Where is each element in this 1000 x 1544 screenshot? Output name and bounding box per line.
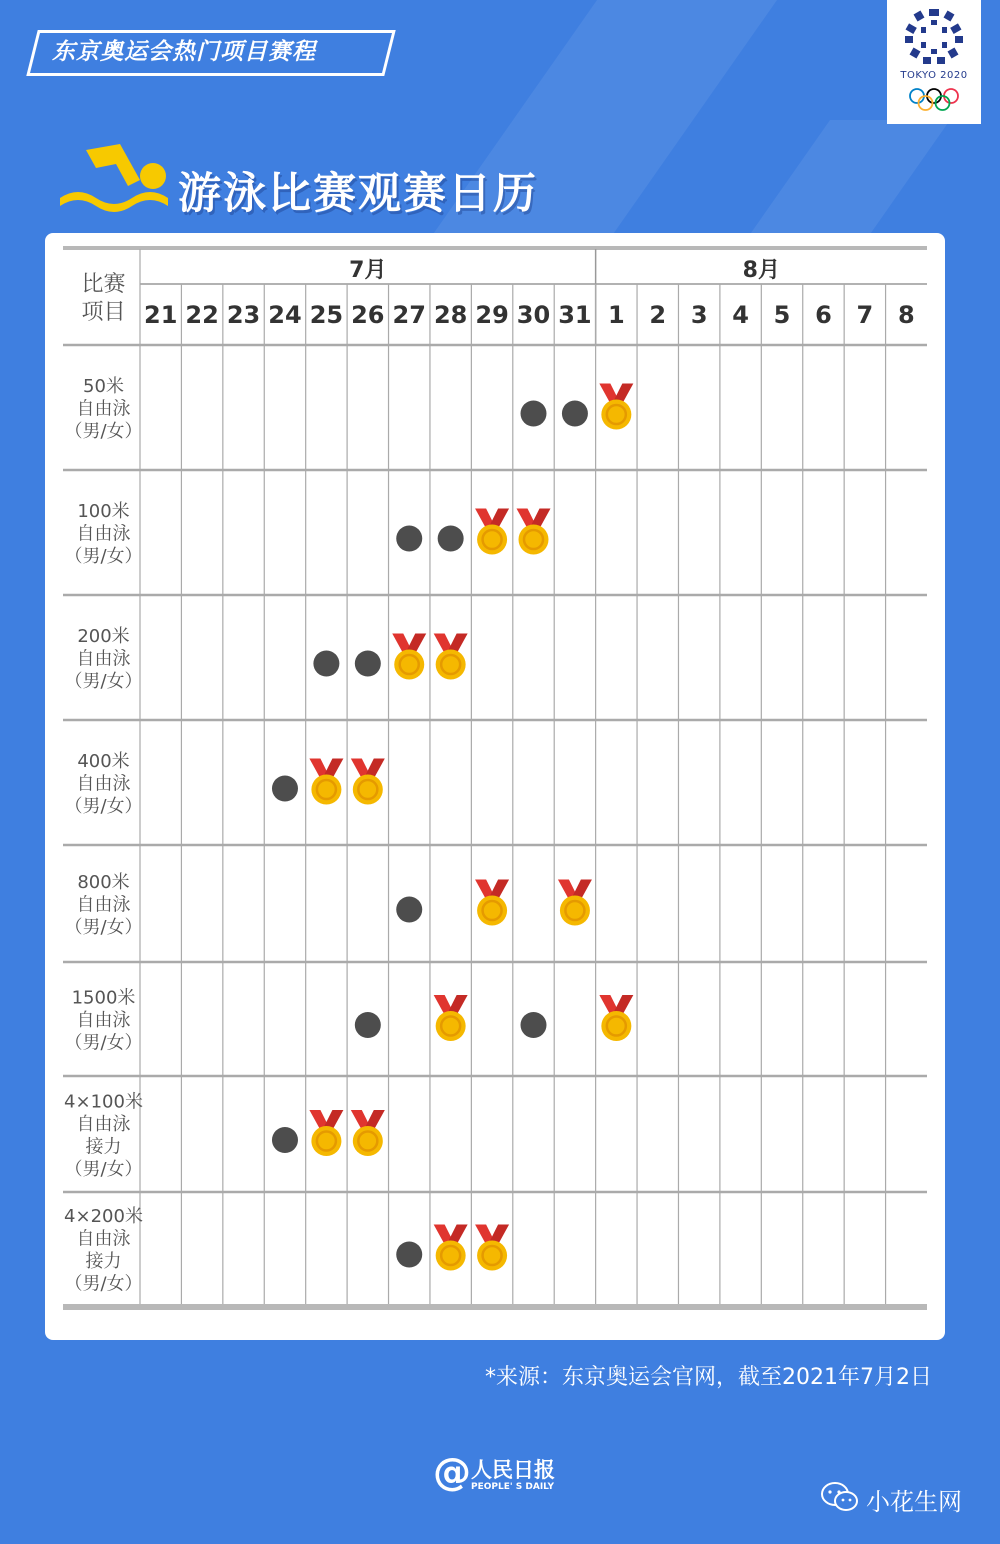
day-label: 6	[815, 301, 832, 329]
day-label: 4	[732, 301, 749, 329]
day-label: 24	[268, 301, 302, 329]
medal-icon	[309, 759, 343, 805]
logo-caption: TOKYO 2020	[900, 70, 968, 81]
heat-dot-icon	[355, 651, 381, 677]
schedule-card	[45, 233, 945, 1340]
medal-icon	[517, 509, 551, 555]
event-label: （男/女）	[64, 671, 143, 692]
event-label: 100米	[77, 501, 130, 522]
event-label: 自由泳	[76, 773, 131, 795]
event-label: （男/女）	[64, 1158, 143, 1180]
tokyo-2020-logo	[887, 0, 981, 124]
medal-icon	[434, 995, 468, 1041]
heat-dot-icon	[438, 526, 464, 552]
day-label: 22	[185, 301, 219, 329]
event-label: 50米	[83, 376, 124, 397]
emblem-icon	[887, 0, 981, 70]
wechat-icon	[820, 1480, 860, 1514]
corner-label: 项目	[81, 300, 126, 325]
watermark	[820, 1480, 962, 1518]
event-label: 自由泳	[76, 1010, 131, 1031]
background-stripe	[415, 0, 805, 260]
event-label: （男/女）	[64, 546, 143, 567]
medal-icon	[599, 384, 633, 430]
page-title: 游泳比赛观赛日历	[178, 169, 538, 219]
medal-icon	[475, 1225, 509, 1271]
day-label: 2	[649, 301, 667, 329]
heat-dot-icon	[521, 1012, 547, 1038]
day-label: 29	[475, 301, 509, 329]
logo-name: 人民日报	[471, 1458, 555, 1482]
heat-dot-icon	[313, 651, 339, 677]
logo-at-symbol: @	[433, 1450, 471, 1494]
day-label: 7	[856, 301, 874, 329]
watermark-text: 小花生网	[866, 1488, 962, 1516]
event-label: 4×100米	[64, 1091, 143, 1113]
day-label: 27	[392, 301, 426, 329]
event-label: （男/女）	[64, 1273, 143, 1295]
medal-icon	[599, 995, 633, 1041]
event-label: （男/女）	[64, 796, 143, 817]
event-label: 自由泳	[76, 1228, 131, 1250]
event-label: 自由泳	[76, 648, 131, 670]
month-label: 8月	[742, 258, 780, 283]
source-note: *来源：东京奥运会官网，截至2021年7月2日	[485, 1365, 932, 1390]
table-bottom-border	[63, 1304, 927, 1310]
day-label: 30	[516, 301, 551, 329]
event-label: （男/女）	[64, 917, 143, 938]
heat-dot-icon	[355, 1012, 381, 1038]
medal-icon	[309, 1110, 343, 1156]
table-top-border	[63, 246, 927, 250]
day-label: 5	[773, 301, 791, 329]
heat-dot-icon	[272, 1127, 298, 1153]
olympic-rings-icon	[887, 86, 981, 116]
event-label: 自由泳	[76, 523, 131, 545]
heat-dot-icon	[396, 1242, 422, 1268]
event-label: 4×200米	[64, 1205, 143, 1227]
logo-english: PEOPLE' S DAILY	[471, 1482, 555, 1492]
event-label: 接力	[85, 1136, 122, 1158]
event-label: 800米	[77, 872, 130, 893]
medal-icon	[475, 880, 509, 926]
event-label: 自由泳	[76, 1113, 131, 1135]
day-label: 26	[351, 301, 385, 329]
medal-icon	[351, 1110, 385, 1156]
heat-dot-icon	[396, 897, 422, 923]
event-label: 自由泳	[76, 894, 131, 916]
heat-dot-icon	[562, 401, 588, 427]
heat-dot-icon	[272, 776, 298, 802]
schedule-table	[45, 233, 945, 1340]
event-label: 200米	[77, 626, 130, 647]
medal-icon	[434, 1225, 468, 1271]
event-label: 1500米	[71, 987, 136, 1009]
day-label: 31	[558, 301, 592, 329]
medal-icon	[475, 509, 509, 555]
day-label: 23	[226, 301, 261, 329]
day-label: 1	[607, 301, 625, 329]
day-label: 21	[144, 301, 178, 329]
banner-title: 东京奥运会热门项目赛程	[52, 39, 316, 65]
medal-icon	[351, 759, 385, 805]
day-label: 28	[433, 301, 468, 329]
day-label: 3	[690, 301, 708, 329]
event-label: 自由泳	[76, 398, 131, 420]
month-label: 7月	[349, 258, 387, 283]
swimmer-icon	[56, 140, 176, 220]
medal-icon	[434, 634, 468, 680]
medal-icon	[558, 880, 592, 926]
day-label: 8	[897, 301, 915, 329]
heat-dot-icon	[396, 526, 422, 552]
event-label: 接力	[85, 1250, 122, 1272]
event-label: （男/女）	[64, 1032, 143, 1054]
heat-dot-icon	[521, 401, 547, 427]
event-label: 400米	[77, 751, 130, 772]
event-label: （男/女）	[64, 421, 143, 442]
medal-icon	[392, 634, 426, 680]
corner-label: 比赛	[81, 272, 126, 297]
day-label: 25	[309, 301, 344, 329]
